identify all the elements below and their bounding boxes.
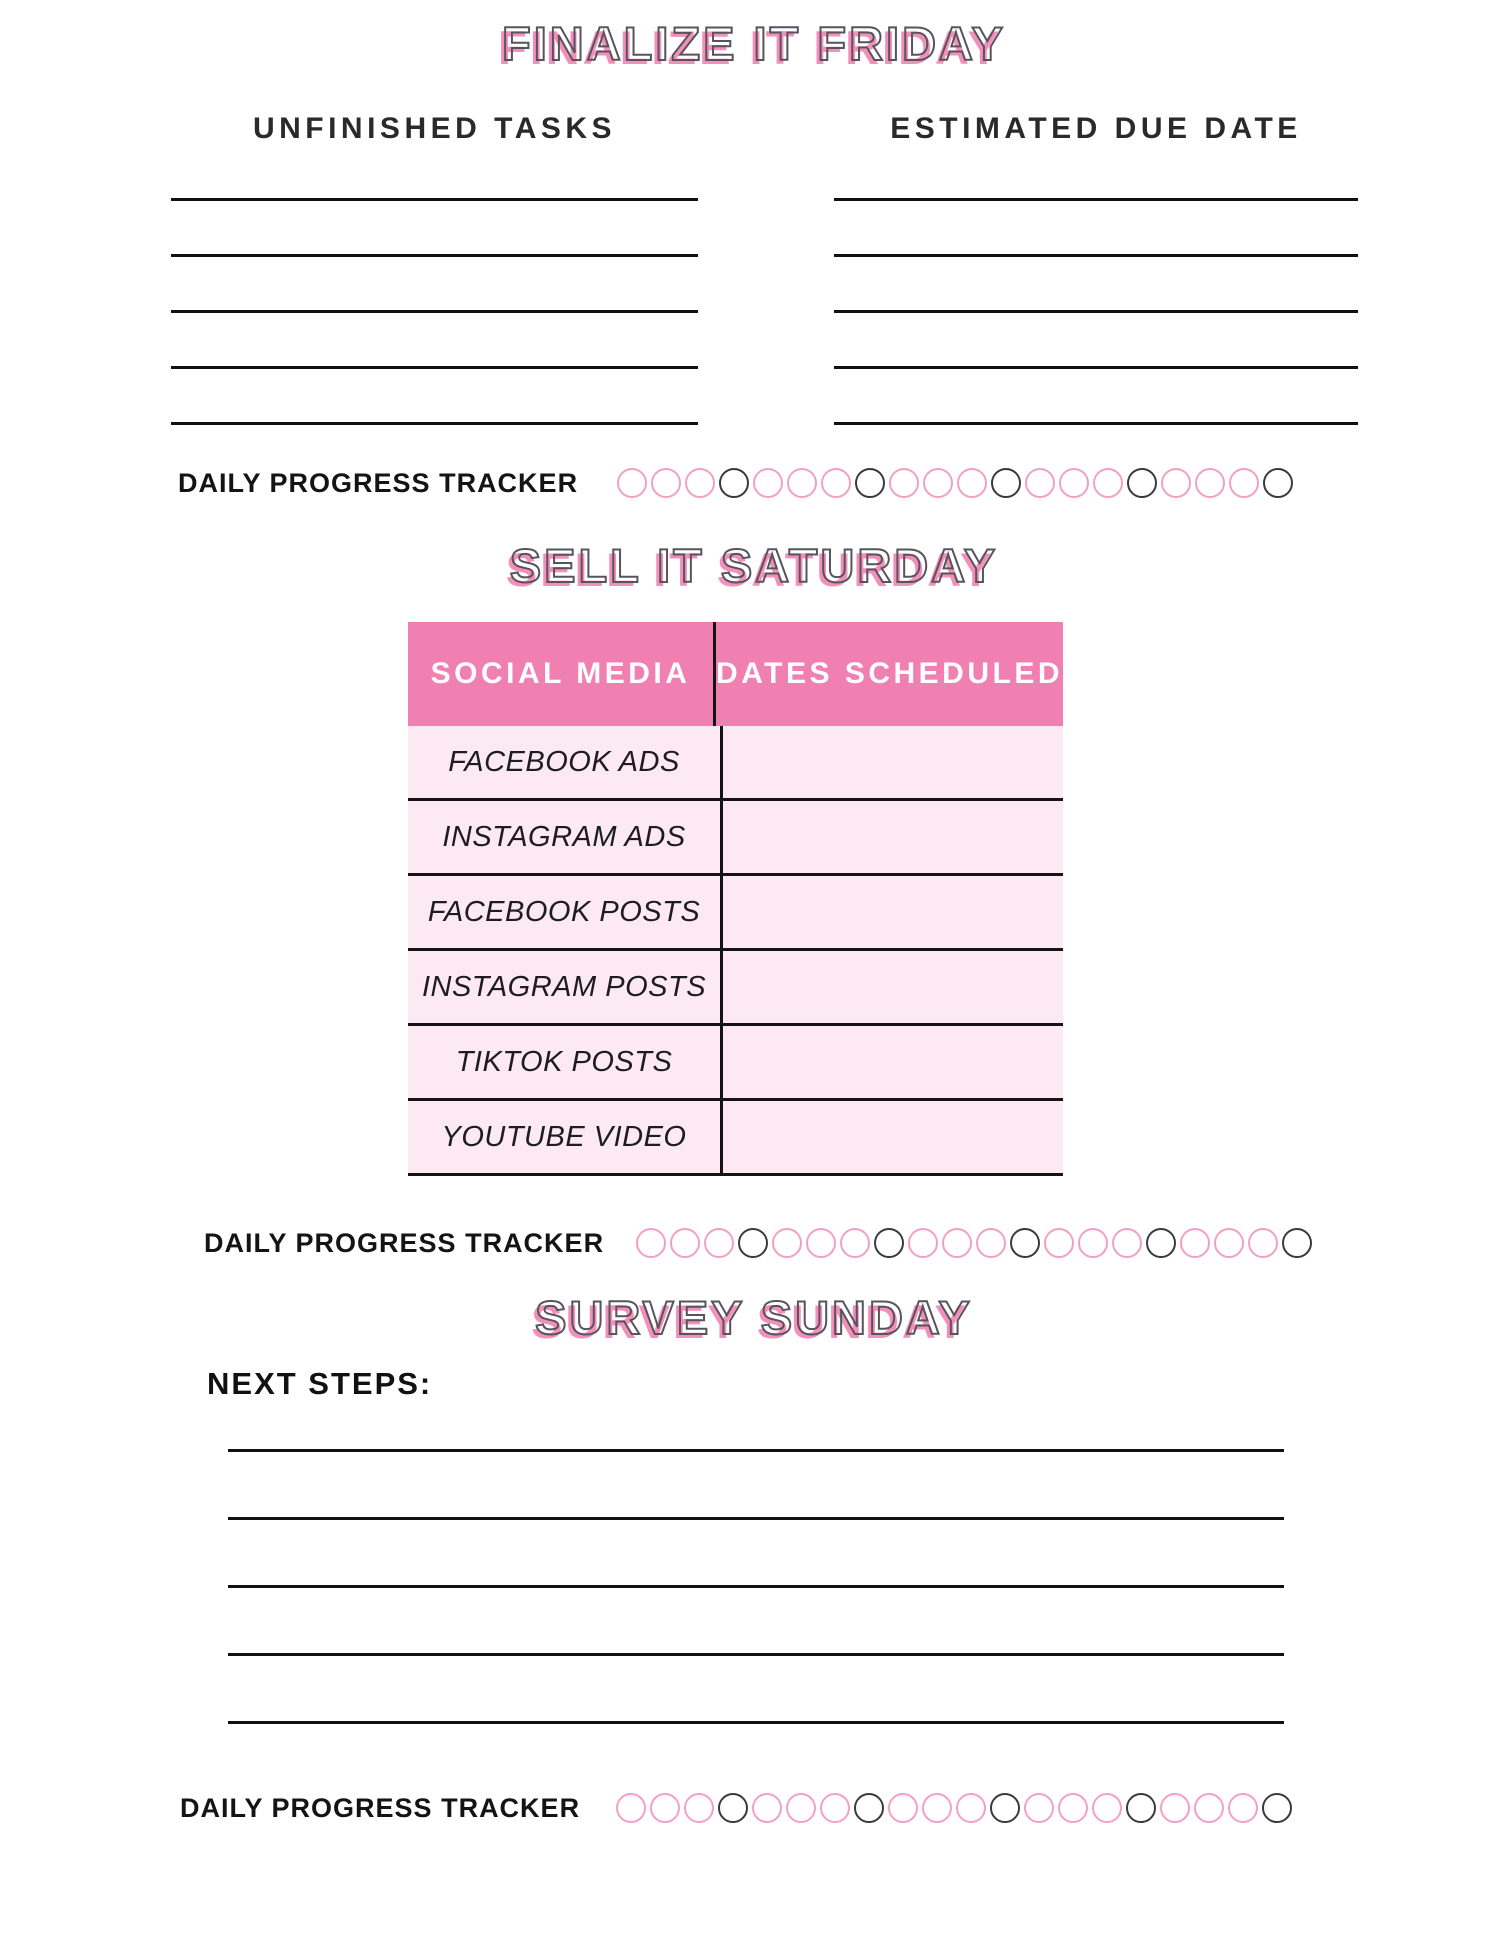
dates-scheduled-cell[interactable]	[723, 801, 1063, 873]
write-in-line[interactable]	[834, 310, 1358, 313]
social-media-column-header: SOCIAL MEDIA	[408, 622, 716, 726]
estimated-due-date-write-lines	[834, 198, 1358, 425]
progress-circle[interactable]	[1161, 468, 1191, 498]
dates-scheduled-column-header: DATES SCHEDULED	[716, 657, 1063, 690]
progress-circle[interactable]	[1025, 468, 1055, 498]
social-media-cell: FACEBOOK POSTS	[408, 876, 723, 948]
progress-circle[interactable]	[1214, 1228, 1244, 1258]
tracker-circles	[616, 1793, 1292, 1823]
dates-scheduled-cell[interactable]	[723, 1101, 1063, 1173]
progress-circle[interactable]	[1078, 1228, 1108, 1258]
progress-circle[interactable]	[976, 1228, 1006, 1258]
tracker-label: DAILY PROGRESS TRACKER	[178, 467, 579, 498]
table-row	[408, 1026, 1063, 1101]
sunday-section-title: SURVEY SUNDAY SURVEY SUNDAY	[0, 1296, 1500, 1348]
estimated-due-date-header: ESTIMATED DUE DATE	[890, 112, 1302, 145]
next-steps-label: NEXT STEPS:	[207, 1366, 433, 1401]
table-body	[408, 726, 1063, 1176]
progress-circle[interactable]	[1024, 1793, 1054, 1823]
progress-circle[interactable]	[685, 468, 715, 498]
progress-circle[interactable]	[1248, 1228, 1278, 1258]
dates-scheduled-cell[interactable]	[723, 951, 1063, 1023]
write-in-line[interactable]	[171, 422, 698, 425]
progress-circle[interactable]	[923, 468, 953, 498]
table-header-row	[408, 622, 1063, 726]
write-in-line[interactable]	[228, 1585, 1284, 1588]
progress-circle[interactable]	[1262, 1793, 1292, 1823]
progress-circle[interactable]	[806, 1228, 836, 1258]
progress-circle[interactable]	[753, 468, 783, 498]
progress-circle[interactable]	[854, 1793, 884, 1823]
progress-circle[interactable]	[617, 468, 647, 498]
progress-circle[interactable]	[942, 1228, 972, 1258]
progress-circle[interactable]	[908, 1228, 938, 1258]
dates-scheduled-cell[interactable]	[723, 726, 1063, 798]
progress-circle[interactable]	[636, 1228, 666, 1258]
progress-circle[interactable]	[1010, 1228, 1040, 1258]
dates-scheduled-cell[interactable]	[723, 1026, 1063, 1098]
saturday-daily-progress-tracker	[204, 1226, 1312, 1260]
progress-circle[interactable]	[616, 1793, 646, 1823]
write-in-line[interactable]	[171, 254, 698, 257]
progress-circle[interactable]	[820, 1793, 850, 1823]
progress-circle[interactable]	[1194, 1793, 1224, 1823]
progress-circle[interactable]	[990, 1793, 1020, 1823]
progress-circle[interactable]	[821, 468, 851, 498]
write-in-line[interactable]	[171, 310, 698, 313]
progress-circle[interactable]	[752, 1793, 782, 1823]
write-in-line[interactable]	[834, 422, 1358, 425]
progress-circle[interactable]	[1229, 468, 1259, 498]
progress-circle[interactable]	[738, 1228, 768, 1258]
social-media-cell: INSTAGRAM ADS	[408, 801, 723, 873]
progress-circle[interactable]	[840, 1228, 870, 1258]
progress-circle[interactable]	[1180, 1228, 1210, 1258]
progress-circle[interactable]	[888, 1793, 918, 1823]
social-media-cell: INSTAGRAM POSTS	[408, 951, 723, 1023]
write-in-line[interactable]	[171, 198, 698, 201]
progress-circle[interactable]	[1126, 1793, 1156, 1823]
progress-circle[interactable]	[889, 468, 919, 498]
sunday-daily-progress-tracker	[180, 1791, 1292, 1825]
write-in-line[interactable]	[228, 1517, 1284, 1520]
write-in-line[interactable]	[834, 366, 1358, 369]
progress-circle[interactable]	[670, 1228, 700, 1258]
progress-circle[interactable]	[991, 468, 1021, 498]
progress-circle[interactable]	[1058, 1793, 1088, 1823]
progress-circle[interactable]	[1092, 1793, 1122, 1823]
progress-circle[interactable]	[787, 468, 817, 498]
progress-circle[interactable]	[957, 468, 987, 498]
progress-circle[interactable]	[684, 1793, 714, 1823]
friday-daily-progress-tracker	[178, 466, 1293, 500]
tracker-label: DAILY PROGRESS TRACKER	[204, 1227, 605, 1258]
progress-circle[interactable]	[719, 468, 749, 498]
write-in-line[interactable]	[228, 1449, 1284, 1452]
write-in-line[interactable]	[834, 198, 1358, 201]
progress-circle[interactable]	[651, 468, 681, 498]
progress-circle[interactable]	[650, 1793, 680, 1823]
progress-circle[interactable]	[1195, 468, 1225, 498]
progress-circle[interactable]	[786, 1793, 816, 1823]
next-steps-write-lines	[228, 1449, 1284, 1724]
table-row	[408, 801, 1063, 876]
progress-circle[interactable]	[1160, 1793, 1190, 1823]
progress-circle[interactable]	[1127, 468, 1157, 498]
progress-circle[interactable]	[704, 1228, 734, 1258]
table-row	[408, 1101, 1063, 1176]
tracker-circles	[617, 468, 1293, 498]
write-in-line[interactable]	[171, 366, 698, 369]
write-in-line[interactable]	[228, 1721, 1284, 1724]
social-media-cell: FACEBOOK ADS	[408, 726, 723, 798]
tracker-label: DAILY PROGRESS TRACKER	[180, 1792, 581, 1823]
social-media-cell: YOUTUBE VIDEO	[408, 1101, 723, 1173]
progress-circle[interactable]	[1093, 468, 1123, 498]
progress-circle[interactable]	[1112, 1228, 1142, 1258]
write-in-line[interactable]	[834, 254, 1358, 257]
unfinished-tasks-write-lines	[171, 198, 698, 425]
write-in-line[interactable]	[228, 1653, 1284, 1656]
progress-circle[interactable]	[1263, 468, 1293, 498]
progress-circle[interactable]	[922, 1793, 952, 1823]
saturday-section-title: SELL IT SATURDAY SELL IT SATURDAY	[0, 544, 1500, 596]
progress-circle[interactable]	[1146, 1228, 1176, 1258]
friday-section-title: FINALIZE IT FRIDAY FINALIZE IT FRIDAY	[0, 22, 1500, 74]
progress-circle[interactable]	[718, 1793, 748, 1823]
progress-circle[interactable]	[1044, 1228, 1074, 1258]
progress-circle[interactable]	[772, 1228, 802, 1258]
tracker-circles	[636, 1228, 1312, 1258]
progress-circle[interactable]	[874, 1228, 904, 1258]
progress-circle[interactable]	[855, 468, 885, 498]
progress-circle[interactable]	[1059, 468, 1089, 498]
table-row	[408, 951, 1063, 1026]
social-media-schedule-table	[408, 622, 1063, 1176]
dates-scheduled-cell[interactable]	[723, 876, 1063, 948]
progress-circle[interactable]	[1282, 1228, 1312, 1258]
social-media-cell: TIKTOK POSTS	[408, 1026, 723, 1098]
table-row	[408, 726, 1063, 801]
table-row	[408, 876, 1063, 951]
progress-circle[interactable]	[956, 1793, 986, 1823]
unfinished-tasks-header: UNFINISHED TASKS	[252, 112, 617, 145]
progress-circle[interactable]	[1228, 1793, 1258, 1823]
